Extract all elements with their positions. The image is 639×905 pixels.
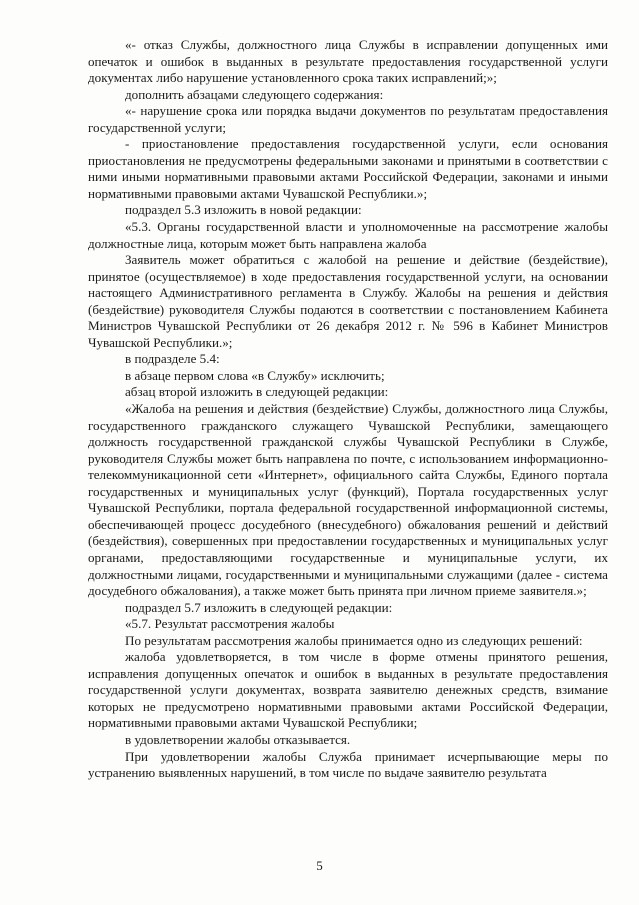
paragraph: «Жалоба на решения и действия (бездействие) Службы, должностного лица Службы, государственного гражданского служащего Чувашской Республики, замещающего должность государственной гражданской службы Чувашской Республики в Службе, руководителя Службы может быть направлена по почте, с использованием информационно-телекоммуникационной сети «Интернет», официального сайта Службы, Единого портала государственных и муниципальных услуг (функций), Портала государственных услуг Чувашской Республики, портала федеральной государственной информационной системы, обеспечивающей процесс досудебного (внесудебного) обжалования решений и действий (бездействия), совершенных при предоставлении государственных и муниципальных услуг органами, предоставляющими государственные и муниципальные услуги, их должностными лицами, государственными и муниципальными служащими (далее - система досудебного обжалования), а также может быть принята при личном приеме заявителя.»; — [88, 401, 608, 599]
paragraph: подраздел 5.7 изложить в следующей редакции: — [125, 599, 393, 615]
paragraph: в подразделе 5.4: — [125, 351, 220, 367]
paragraph: подраздел 5.3 изложить в новой редакции: — [125, 202, 362, 218]
paragraph: абзац второй изложить в следующей редакции: — [125, 384, 389, 400]
paragraph: в удовлетворении жалобы отказывается. — [125, 731, 351, 747]
document-body — [88, 37, 608, 782]
paragraph: дополнить абзацами следующего содержания: — [125, 86, 384, 102]
paragraph: жалоба удовлетворяется, в том числе в форме отмены принятого решения, исправления допущенных опечаток и ошибок в выданных в результате предоставления государственной услуги документах, возврата заявителю денежных средств, взимание которых не предусмотрено нормативными правовыми актами Российской Федерации, нормативными правовыми актами Чувашской Республики; — [88, 649, 608, 731]
paragraph: «- нарушение срока или порядка выдачи документов по результатам предоставления государственной услуги; — [88, 103, 608, 135]
paragraph: По результатам рассмотрения жалобы принимается одно из следующих решений: — [125, 632, 583, 648]
paragraph: Заявитель может обратиться с жалобой на решение и действие (бездействие), принятое (осуществляемое) в ходе предоставления государственной услуги, на основании настоящего Административного регламента в Службу. Жалобы на решения и действия (бездействие) руководителя Службы подаются в соответствии с постановлением Кабинета Министров Чувашской Республики от 26 декабря 2012 г. № 596 в Кабинет Министров Чувашской Республики.»; — [88, 252, 608, 350]
paragraph: «5.3. Органы государственной власти и уполномоченные на рассмотрение жалобы должностные лица, которым может быть направлена жалоба — [88, 219, 608, 251]
paragraph: «- отказ Службы, должностного лица Службы в исправлении допущенных ими опечаток и ошибок в выданных в результате предоставления государственной услуги документах либо нарушение установленного срока таких исправлений;»; — [88, 37, 608, 86]
paragraph: При удовлетворении жалобы Служба принимает исчерпывающие меры по устранению выявленных нарушений, в том числе по выдаче заявителю результата — [88, 748, 608, 781]
paragraph: «5.7. Результат рассмотрения жалобы — [125, 616, 335, 632]
paragraph: - приостановление предоставления государственной услуги, если основания приостановления не предусмотрены федеральными законами и принятыми в соответствии с ними иными нормативными правовыми актами Российской Федерации, законами и иными нормативными правовыми актами Чувашской Республики.»; — [88, 136, 608, 201]
paragraph: в абзаце первом слова «в Службу» исключить; — [125, 367, 385, 383]
page-number: 5 — [316, 858, 323, 873]
